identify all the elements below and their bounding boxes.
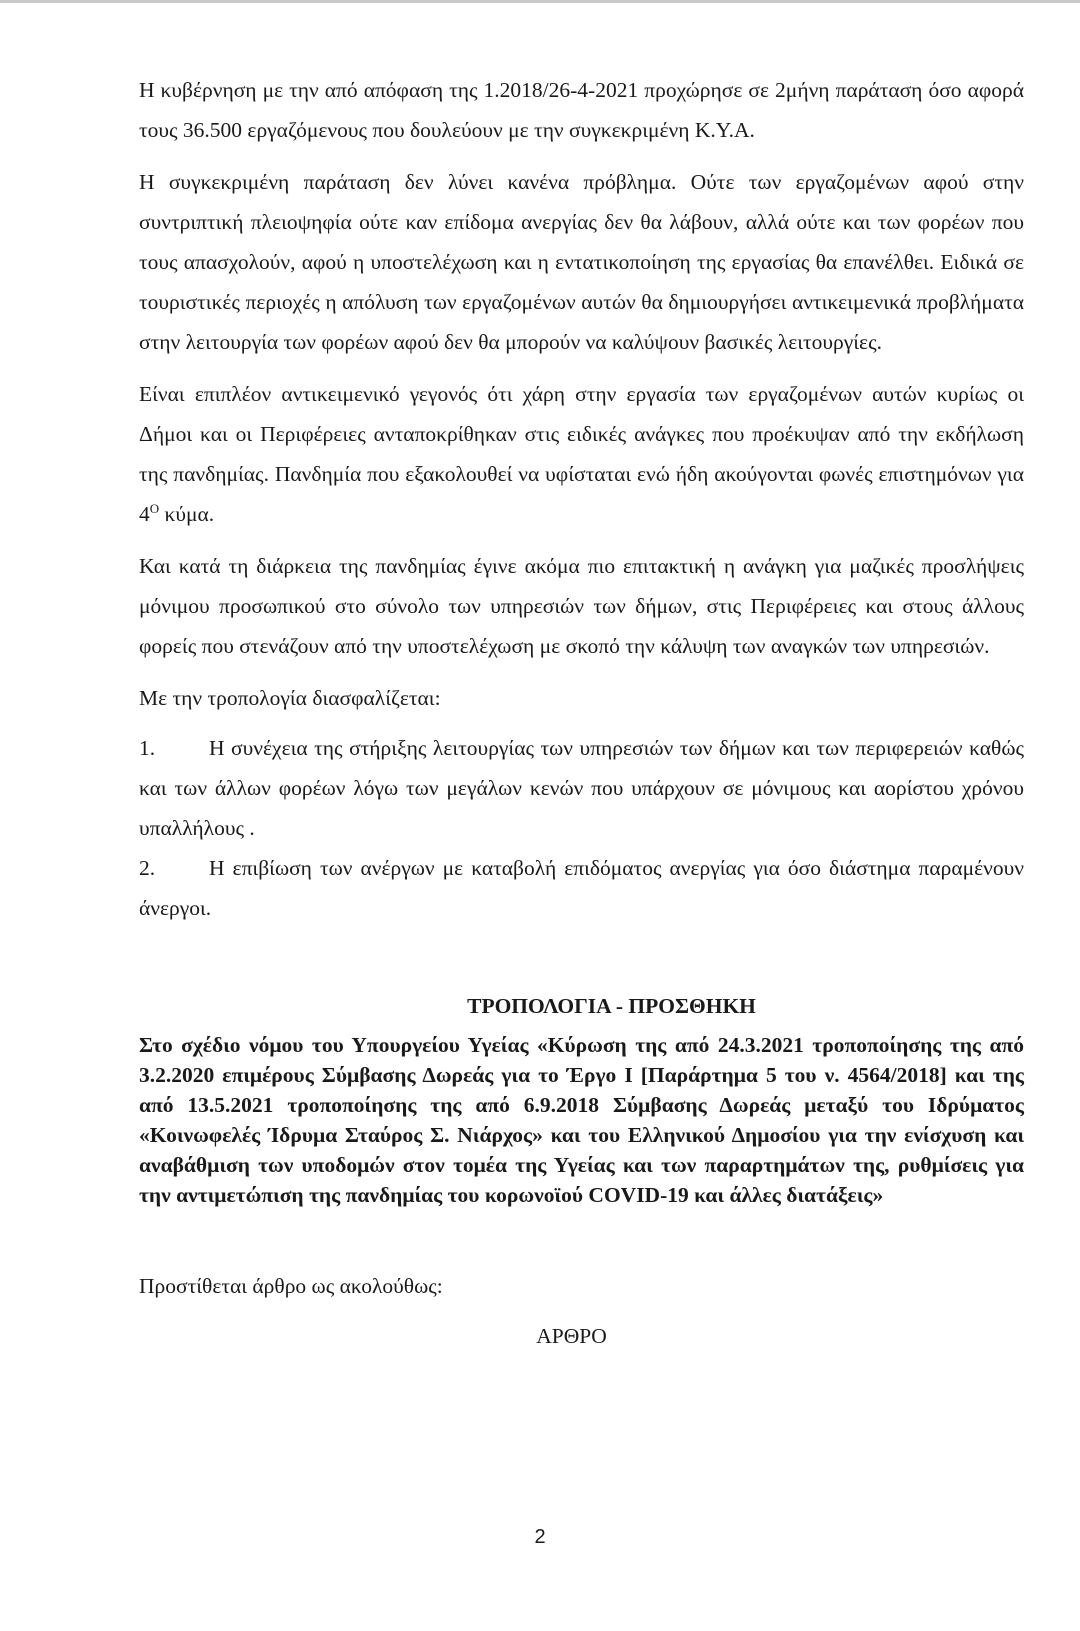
spacer <box>139 1210 1024 1268</box>
paragraph-3-tail: κύμα. <box>159 502 215 526</box>
list-number: 2. <box>139 856 156 880</box>
spacer <box>139 1304 1024 1318</box>
paragraph-2: Η συγκεκριμένη παράταση δεν λύνει κανένα πρόβλημα. Ούτε των εργαζομένων αφού στην συντριπτική πλειοψηφία ούτε καν επίδομα ανεργίας δεν θα λάβουν, αλλά ούτε και των φορέων που τους απασχολούν, αφού η υποστελέχωση και η εντατικοποίηση της εργασίας θα επανέλθει. Ειδικά σε τουριστικές περιοχές η απόλυση των εργαζομένων αυτών θα δημιουργήσει αντικειμενικά προβλήματα στην λειτουργία των φορέων αφού δεν θα μπορούν να καλύψουν βασικές λειτουργίες. <box>139 170 1024 354</box>
article-label: ΑΡΘΡΟ <box>536 1324 607 1348</box>
paragraph-3 <box>139 374 1024 534</box>
amendment-body: Στο σχέδιο νόμου του Υπουργείου Υγείας «Κύρωση της από 24.3.2021 τροποποίησης της από 3.2.2020 επιμέρους Σύμβασης Δωρεάς για το Έργο Ι [Παράρτημα 5 του ν. 4564/2018] και της από 13.5.2021 τροποποίησης της από 6.9.2018 Σύμβασης Δωρεάς μεταξύ του Ιδρύματος «Κοινωφελές Ίδρυμα Σταύρος Σ. Νιάρχος» και του Ελληνικού Δημοσίου για την ενίσχυση και αναβάθμιση των υποδομών στον τομέα της Υγείας και των παραρτημάτων της, ρυθμίσεις για την αντιμετώπιση της πανδημίας του κορωνοϊού COVID-19 και άλλες διατάξεις» <box>139 1033 1024 1207</box>
superscript-o: Ο <box>149 500 160 516</box>
paragraph-4: Και κατά τη διάρκεια της πανδημίας έγινε ακόμα πιο επιτακτική η ανάγκη για μαζικές προσλήψεις μόνιμου προσωπικού στο σύνολο των υπηρεσιών των δήμων, στις Περιφέρειες και στους άλλους φορείς που στενάζουν από την υποστελέχωση με σκοπό την κάλυψη των αναγκών των υπηρεσιών. <box>139 554 1024 658</box>
top-border <box>0 0 1080 3</box>
list-text: Η επιβίωση των ανέργων με καταβολή επιδόματος ανεργίας για όσο διάστημα παραμένουν άνεργοι. <box>139 856 1024 920</box>
list-number: 1. <box>139 736 156 760</box>
paragraph-3-text: Είναι επιπλέον αντικειμενικό γεγονός ότι χάρη στην εργασία των εργαζομένων αυτών κυρίως οι Δήμοι και οι Περιφέρειες ανταποκρίθηκαν στις ειδικές ανάγκες που προέκυψαν από την εκδήλωση της πανδημίας. Πανδημία που εξακολουθεί να υφίσταται ενώ ήδη ακούγονται φωνές επιστημόνων για 4 <box>139 382 1024 526</box>
page-number: 2 <box>534 1526 546 1548</box>
amendment-heading: ΤΡΟΠΟΛΟΓΙΑ - ΠΡΟΣΘΗΚΗ <box>467 994 756 1018</box>
paragraph-5: Με την τροπολογία διασφαλίζεται: <box>139 686 441 710</box>
document-page <box>139 70 1024 1354</box>
article-intro: Προστίθεται άρθρο ως ακολούθως: <box>139 1274 443 1298</box>
list-item-1 <box>139 728 1024 848</box>
list-item-2 <box>139 848 1024 928</box>
list-text: Η συνέχεια της στήριξης λειτουργίας των υπηρεσιών των δήμων και των περιφερειών καθώς και των άλλων φορέων λόγω των μεγάλων κενών που υπάρχουν σε μόνιμους και αορίστου χρόνου υπαλλήλους . <box>139 736 1024 840</box>
paragraph-1: Η κυβέρνηση με την από απόφαση της 1.2018/26-4-2021 προχώρησε σε 2μήνη παράταση όσο αφορά τους 36.500 εργαζόμενους που δουλεύουν με την συγκεκριμένη Κ.Υ.Α. <box>139 78 1024 142</box>
spacer <box>139 928 1024 988</box>
